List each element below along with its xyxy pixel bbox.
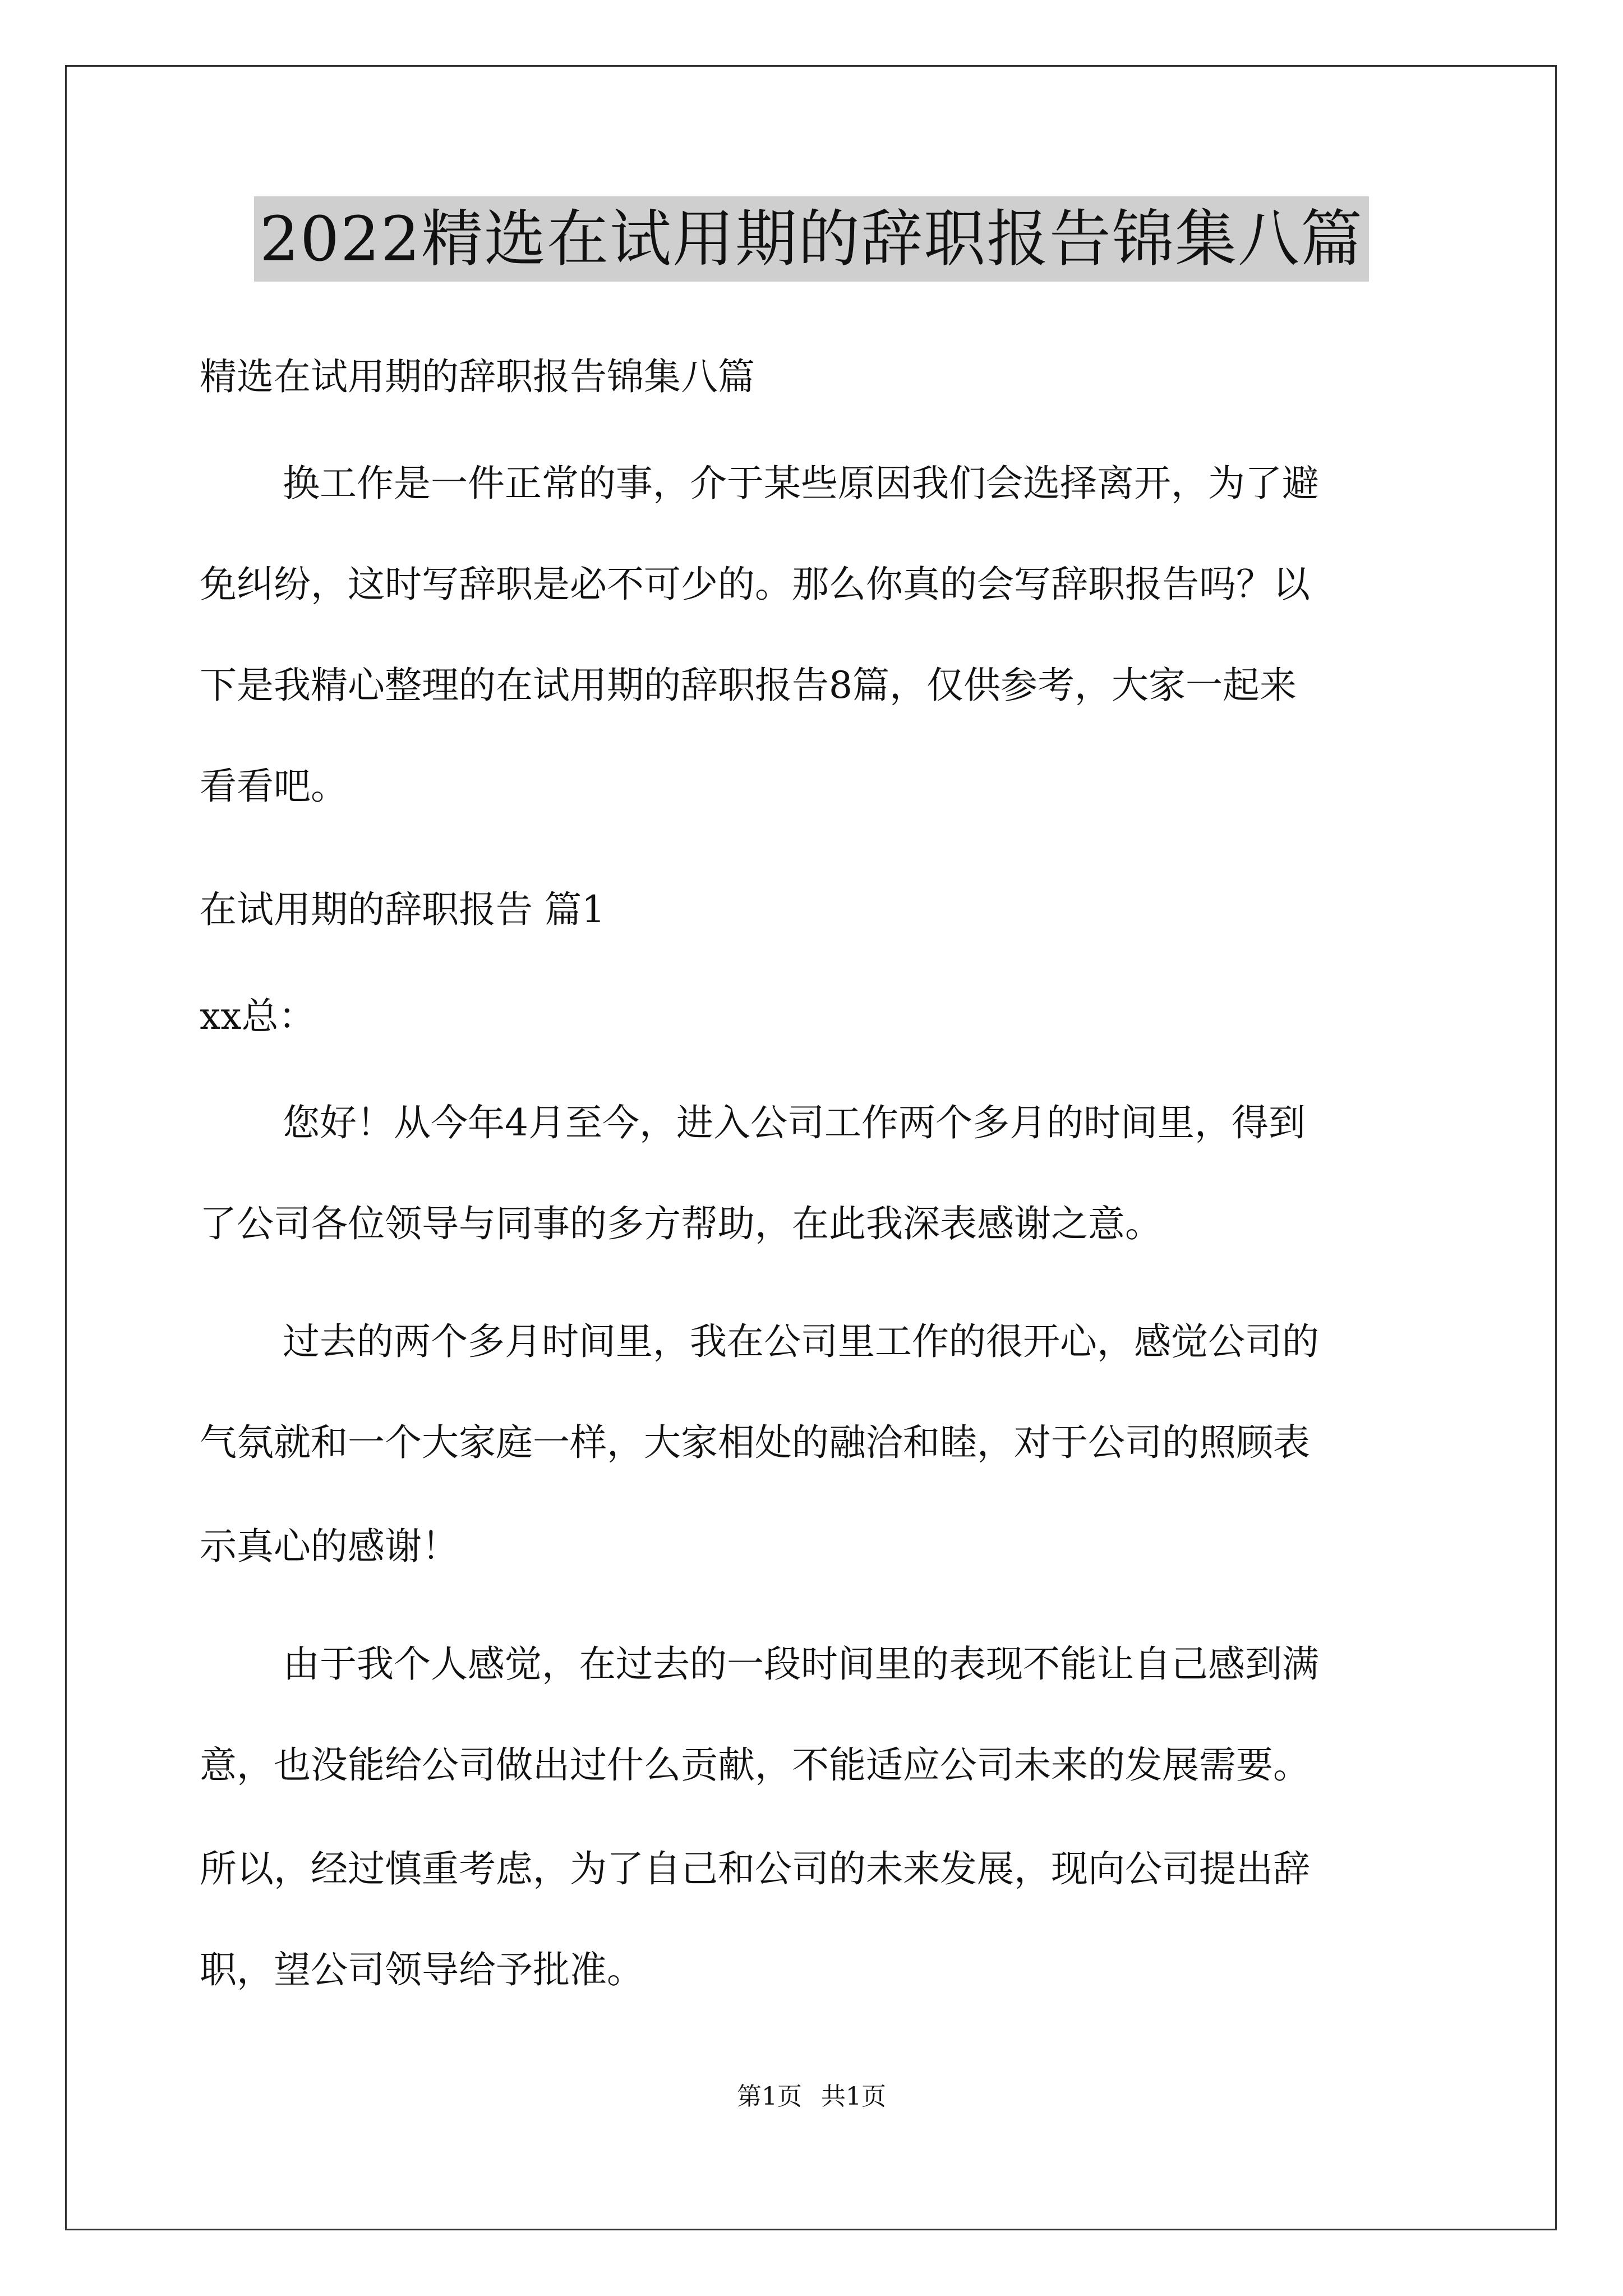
paragraph-line: 气氛就和一个大家庭一样，大家相处的融洽和睦，对于公司的照顾表	[200, 1421, 1310, 1464]
intro-line: 换工作是一件正常的事，介于某些原因我们会选择离开，为了避	[283, 462, 1319, 505]
page-total: 共1页	[821, 2082, 886, 2111]
paragraph-line: 示真心的感谢！	[200, 1525, 459, 1568]
paragraph-line: 职，望公司领导给予批准。	[200, 1948, 644, 1991]
paragraph-line: 所以，经过慎重考虑，为了自己和公司的未来发展，现向公司提出辞	[200, 1847, 1310, 1890]
intro-line: 看看吧。	[200, 765, 348, 808]
paragraph-line: 意，也没能给公司做出过什么贡献，不能适应公司未来的发展需要。	[200, 1743, 1310, 1787]
page-number: 第1页	[737, 2082, 802, 2111]
page-footer	[0, 2081, 1623, 2113]
paragraph-line: 您好！从今年4月至今，进入公司工作两个多月的时间里，得到	[283, 1101, 1306, 1144]
salutation: xx总：	[200, 995, 316, 1038]
document-title: 2022精选在试用期的辞职报告锦集八篇	[254, 196, 1369, 282]
intro-line: 下是我精心整理的在试用期的辞职报告8篇，仅供参考，大家一起来	[200, 664, 1297, 707]
section-heading: 在试用期的辞职报告 篇1	[200, 888, 605, 931]
paragraph-line: 了公司各位领导与同事的多方帮助，在此我深表感谢之意。	[200, 1202, 1162, 1245]
subtitle: 精选在试用期的辞职报告锦集八篇	[200, 355, 755, 398]
intro-line: 免纠纷，这时写辞职是必不可少的。那么你真的会写辞职报告吗？以	[200, 563, 1310, 606]
paragraph-line: 过去的两个多月时间里，我在公司里工作的很开心，感觉公司的	[283, 1320, 1319, 1363]
paragraph-line: 由于我个人感觉，在过去的一段时间里的表现不能让自己感到满	[283, 1642, 1319, 1686]
title-container	[0, 196, 1623, 282]
